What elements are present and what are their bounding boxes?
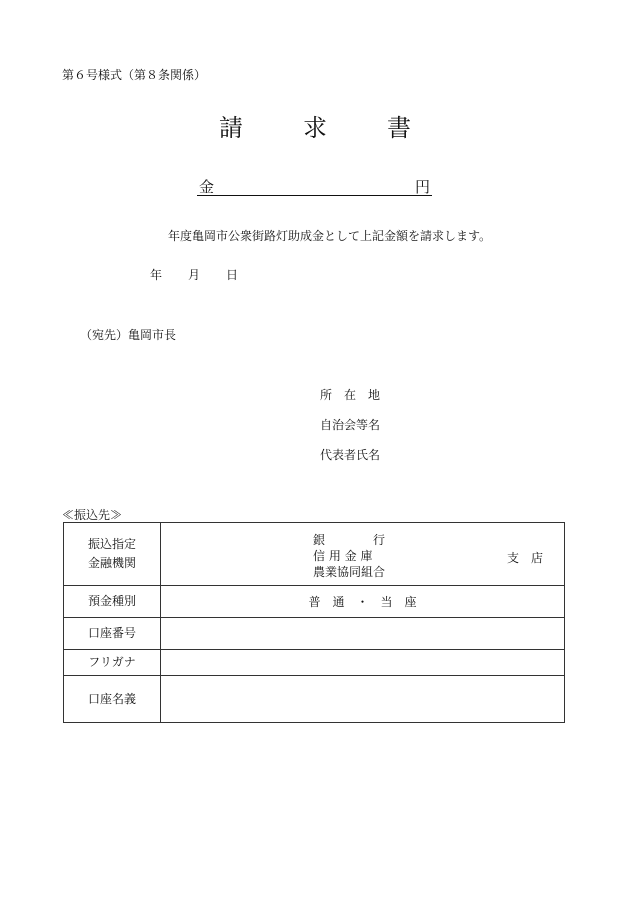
- date-day: 日: [226, 268, 239, 282]
- amount-field[interactable]: [197, 176, 432, 196]
- institution-cell[interactable]: [161, 523, 565, 586]
- institution-label: [64, 523, 161, 586]
- amount-suffix: 円: [414, 178, 430, 196]
- association-label: 自治会等名: [320, 418, 381, 432]
- institution-type-bank: 銀 行: [313, 533, 386, 547]
- account-name-field[interactable]: [161, 676, 565, 723]
- date-month: 月: [188, 268, 201, 282]
- institution-type-credit-union: 信 用 金 庫: [313, 549, 373, 563]
- title-char-1: 請: [219, 114, 243, 142]
- title-char-2: 求: [303, 114, 327, 142]
- table-row: [64, 650, 565, 676]
- account-type-label: 預金種別: [64, 586, 161, 618]
- representative-label: 代表者氏名: [320, 448, 381, 462]
- table-row: [64, 586, 565, 618]
- institution-label-line-1: 振込指定: [87, 537, 136, 551]
- table-row: [64, 618, 565, 650]
- account-type-options[interactable]: 普 通 ・ 当 座: [161, 586, 565, 618]
- furigana-field[interactable]: [161, 650, 565, 676]
- location-label: 所 在 地: [320, 388, 381, 402]
- furigana-label: フリガナ: [64, 650, 161, 676]
- date-year: 年: [150, 268, 163, 282]
- table-row: [64, 523, 565, 586]
- request-statement: 年度亀岡市公衆街路灯助成金として上記金額を請求します。: [168, 229, 492, 243]
- transfer-heading: ≪振込先≫: [62, 508, 123, 522]
- account-number-field[interactable]: [161, 618, 565, 650]
- account-name-label: 口座名義: [64, 676, 161, 723]
- institution-label-line-2: 金融機関: [87, 556, 136, 570]
- branch-label: 支 店: [507, 551, 544, 565]
- institution-type-list: [313, 532, 385, 580]
- table-row: [64, 676, 565, 723]
- amount-prefix: 金: [199, 178, 215, 196]
- title-char-3: 書: [387, 114, 411, 142]
- date-line: [150, 266, 264, 283]
- document-title: [0, 108, 630, 143]
- addressee: （宛先）亀岡市長: [80, 328, 177, 342]
- bank-transfer-table: [63, 522, 565, 723]
- account-number-label: 口座番号: [64, 618, 161, 650]
- institution-type-agri-coop: 農業協同組合: [313, 565, 386, 579]
- form-number: 第６号様式（第８条関係）: [62, 68, 207, 82]
